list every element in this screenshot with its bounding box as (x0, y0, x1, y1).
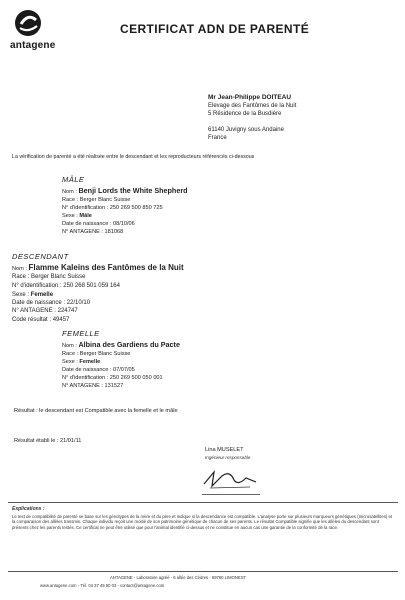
divider-bottom (8, 571, 398, 572)
male-sex: Mâle (79, 213, 92, 219)
male-birth: Date de naissance : 08/10/06 (62, 221, 135, 227)
result-text: Résultat : le descendant est Compatible avec la femelle et le mâle (14, 408, 178, 414)
antagene-logo-icon (10, 8, 46, 38)
recipient-street: 5 Résidence de la Busdière (208, 111, 282, 117)
descendant-name-row (12, 263, 184, 272)
descendant-code: Code résultat : 49457 (12, 317, 70, 323)
logo-text: antagene (10, 40, 56, 51)
female-ident: N° d'identification : 250 269 500 050 001 (62, 375, 163, 381)
descendant-sex-label: Sexe : (12, 292, 31, 298)
male-sex-label: Sexe : (62, 213, 80, 219)
descendant-name-label: Nom : (12, 266, 29, 272)
descendant-birth: Date de naissance : 22/10/10 (12, 300, 91, 306)
explanations-text: Le test de compatibilité de parenté se base sur les génotypes de la mère et du père et indique si la descendance est compatible. L'analyse porte sur plusieurs marqueurs génétiques (microsatellites) et la comparaison des allèles transmis. Chaque individu reçoit une moitié de son patrimoine génétique de chacun de ses parents. Le résultat Compatible signifie que les allèles du descendant sont présents chez les parents testés. Ce certificat ne peut être utilisé que pour l'animal identifié ci-dessus et ne constitue en aucun cas une garantie de la conformité de la race. (12, 514, 393, 530)
male-antagene: N° ANTAGENE : 181068 (62, 229, 124, 235)
descendant-antagene: N° ANTAGENE : 224747 (12, 308, 78, 314)
male-name: Benji Lords the White Shepherd (78, 186, 188, 195)
female-race: Race : Berger Blanc Suisse (62, 351, 131, 357)
recipient-kennel: Elevage des Fantômes de la Nuit (208, 103, 297, 109)
female-sex-row (62, 359, 100, 365)
descendant-race: Race : Berger Blanc Suisse (12, 274, 86, 280)
intro-text: La vérification de parenté a été réalisée entre le descendant et les reproducteurs référencés ci-dessous (12, 154, 255, 160)
signature-line (202, 494, 260, 495)
page-title: CERTIFICAT ADN DE PARENTÉ (120, 22, 310, 36)
male-ident: N° d'identification : 250 269 500 850 725 (62, 205, 163, 211)
descendant-name: Flamme Kaleins des Fantômes de la Nuit (28, 263, 184, 272)
male-heading: MÂLE (62, 175, 85, 184)
signatory-role: Ingénieur responsable (205, 455, 251, 460)
signatory-name: Lina MUSELET (205, 447, 244, 453)
female-sex: Femelle (79, 359, 101, 365)
recipient-city: 61140 Juvigny sous Andaine (208, 127, 284, 133)
explanations-heading: Explications : (12, 506, 45, 512)
male-sex-row (62, 213, 92, 219)
descendant-sex: Femelle (30, 292, 54, 298)
female-sex-label: Sexe : (62, 359, 80, 365)
footer-line-1: ANTAGENE - Laboratoire agréé - 6 allée des Cèdres - 69760 LIMONEST (110, 575, 247, 580)
divider-top (8, 502, 398, 503)
recipient-name: Mr Jean-Philippe DOITEAU (208, 94, 292, 101)
issued-date: Résultat établi le : 21/01/11 (14, 438, 82, 444)
descendant-heading: DESCENDANT (12, 252, 69, 261)
male-name-row (62, 186, 188, 195)
footer-line-2: www.antagene.com - Tél. 04 37 49 90 03 - contact@antagene.com (40, 583, 165, 588)
female-name: Albina des Gardiens du Pacte (78, 340, 180, 349)
female-birth: Date de naissance : 07/07/05 (62, 367, 135, 373)
handwritten-signature-icon (200, 468, 260, 490)
recipient-country: France (208, 135, 227, 141)
descendant-sex-row (12, 292, 53, 298)
female-heading: FEMELLE (62, 329, 100, 338)
female-name-row (62, 340, 180, 349)
male-race: Race : Berger Blanc Suisse (62, 197, 131, 203)
male-name-label: Nom : (62, 189, 79, 195)
descendant-ident: N° d'identification : 250 268 501 059 164 (12, 283, 120, 289)
female-name-label: Nom : (62, 343, 79, 349)
female-antagene: N° ANTAGENE : 131527 (62, 383, 124, 389)
